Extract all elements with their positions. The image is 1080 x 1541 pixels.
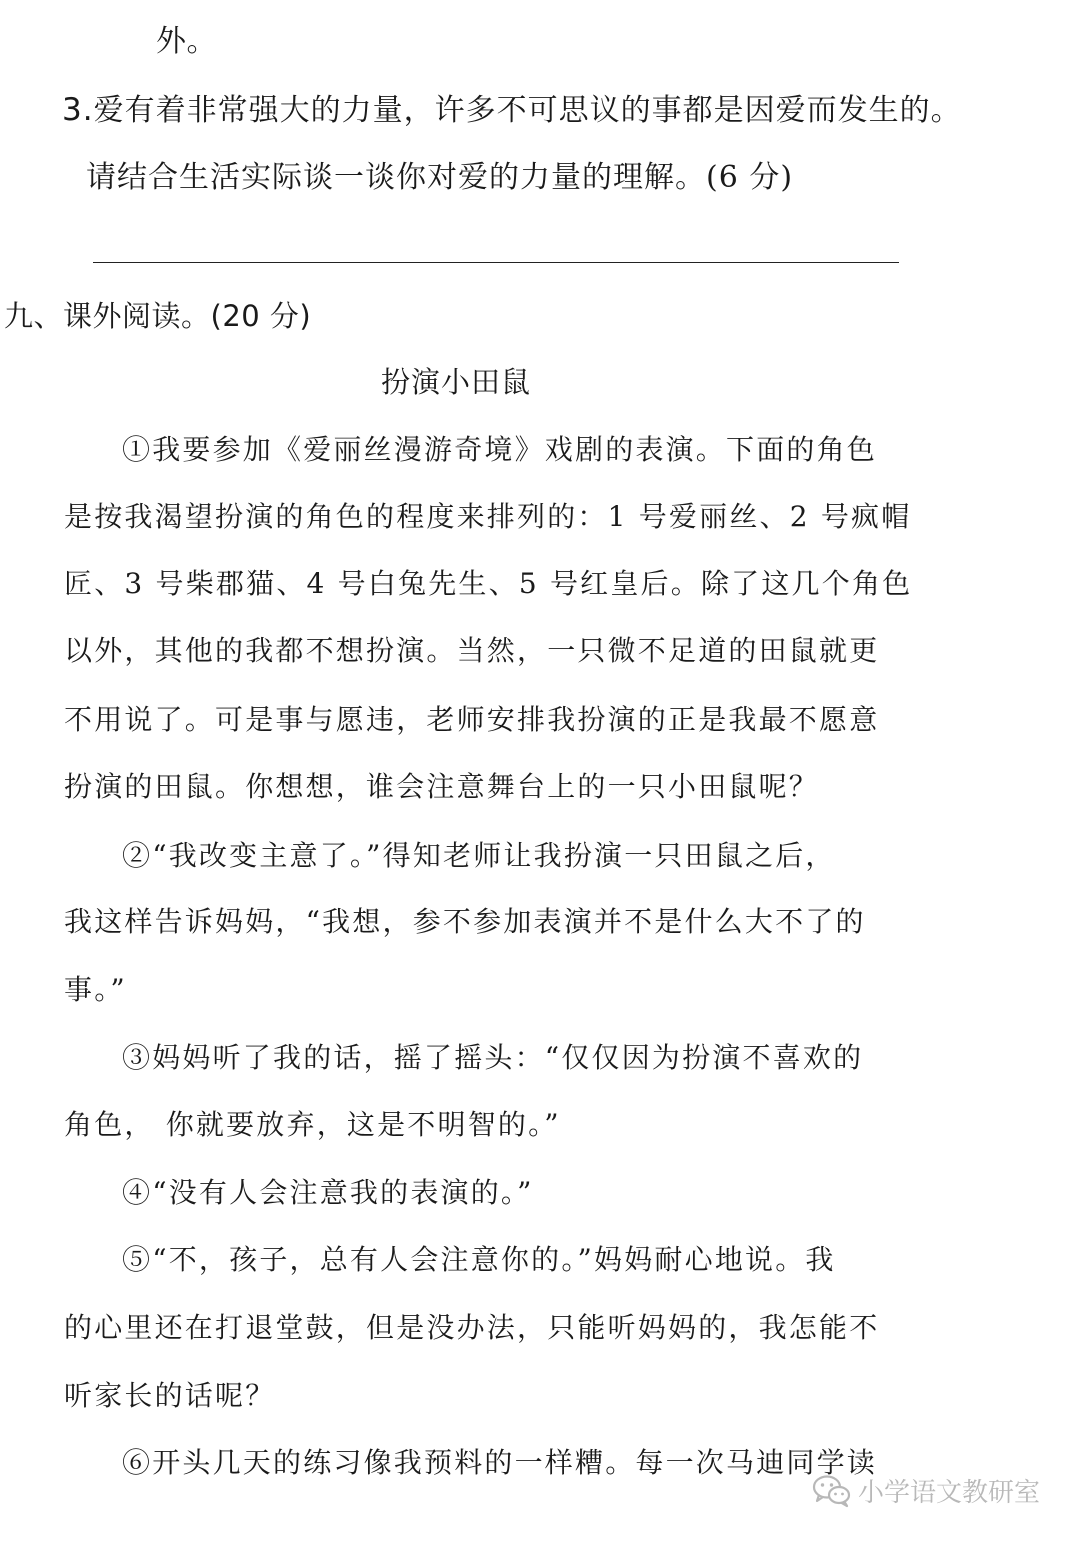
paragraph-line: 事。” — [64, 973, 127, 1006]
paragraph-line: 匠、3 号柴郡猫、4 号白兔先生、5 号红皇后。除了这几个角色 — [64, 567, 913, 600]
answer-line[interactable] — [93, 262, 899, 263]
top-fragment: 外。 — [156, 24, 217, 59]
question-3-line-2: 请结合生活实际谈一谈你对爱的力量的理解。(6 分) — [86, 160, 794, 195]
wechat-icon — [812, 1474, 852, 1508]
watermark-text: 小学语文教研室 — [858, 1478, 1041, 1508]
paragraph-line: 听家长的话呢？ — [64, 1379, 276, 1412]
paragraph-line: ⑥开头几天的练习像我预料的一样糟。每一次马迪同学读 — [122, 1446, 878, 1479]
paragraph-line: ②“我改变主意了。”得知老师让我扮演一只田鼠之后， — [122, 839, 836, 872]
paragraph-line: 的心里还在打退堂鼓，但是没办法，只能听妈妈的，我怎能不 — [64, 1311, 880, 1344]
paragraph-line: 我这样告诉妈妈，“我想，参不参加表演并不是什么大不了的 — [64, 905, 866, 938]
question-3-prompt: 爱有着非常强大的力量，许多不可思议的事都是因爱而发生的。 — [93, 93, 962, 128]
paragraph-line: ⑤“不，孩子，总有人会注意你的。”妈妈耐心地说。我 — [122, 1243, 836, 1276]
paragraph-line: ③妈妈听了我的话，摇了摇头：“仅仅因为扮演不喜欢的 — [122, 1041, 864, 1074]
paragraph-line: ④“没有人会注意我的表演的。” — [122, 1176, 534, 1209]
paragraph-line: ①我要参加《爱丽丝漫游奇境》戏剧的表演。下面的角色 — [122, 433, 878, 466]
watermark — [812, 1472, 1040, 1509]
paragraph-line: 扮演的田鼠。你想想，谁会注意舞台上的一只小田鼠呢？ — [64, 770, 820, 803]
paragraph-line: 以外，其他的我都不想扮演。当然，一只微不足道的田鼠就更 — [64, 634, 880, 667]
article-title: 扮演小田鼠 — [381, 365, 532, 399]
question-3-line-1 — [62, 90, 962, 131]
section-heading: 九、课外阅读。(20 分) — [4, 299, 312, 333]
paragraph-line: 角色， 你就要放弃，这是不明智的。” — [64, 1108, 561, 1141]
question-number: 3. — [62, 92, 94, 128]
paragraph-line: 不用说了。可是事与愿违，老师安排我扮演的正是我最不愿意 — [64, 703, 880, 736]
paragraph-line: 是按我渴望扮演的角色的程度来排列的：1 号爱丽丝、2 号疯帽 — [64, 500, 912, 533]
